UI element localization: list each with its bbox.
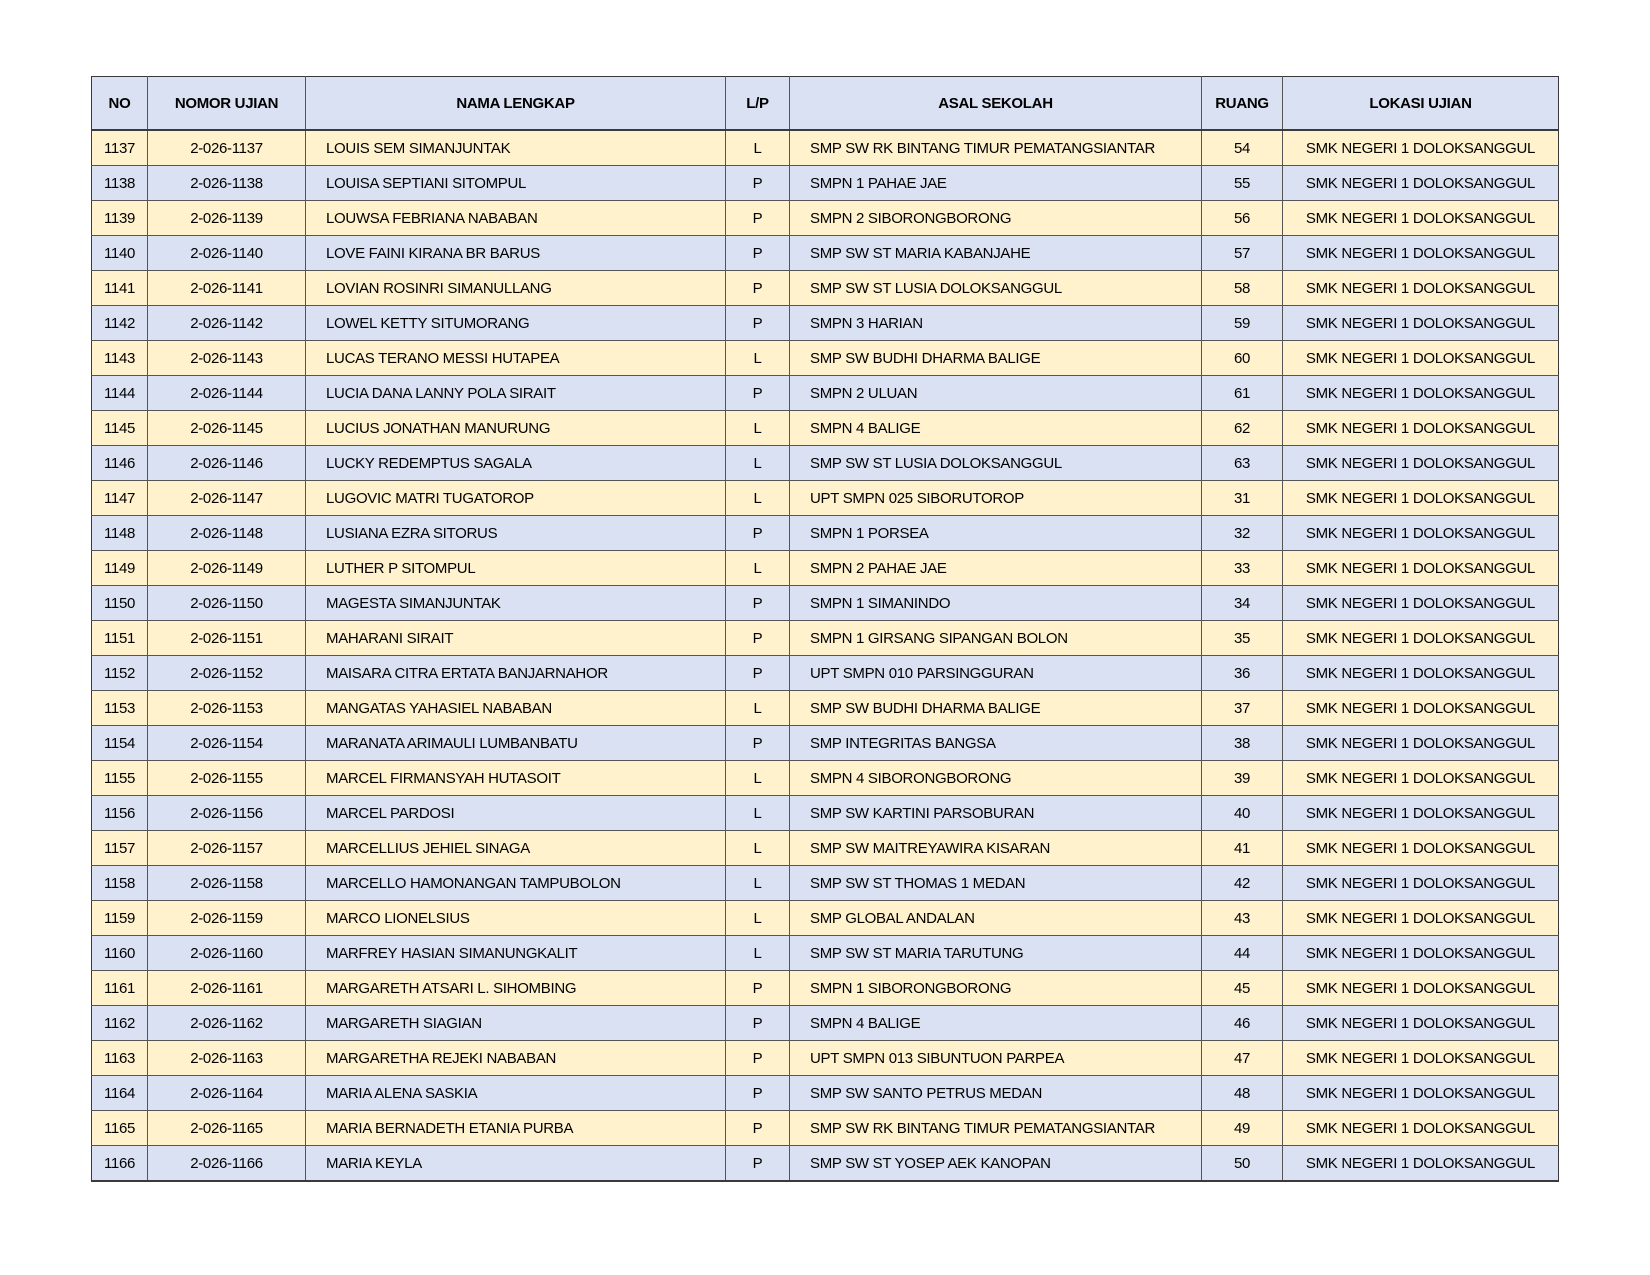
table-row xyxy=(92,411,1559,446)
cell-no: 1143 xyxy=(92,341,148,376)
cell-no: 1166 xyxy=(92,1146,148,1182)
cell-ruang: 34 xyxy=(1202,586,1283,621)
table-row xyxy=(92,796,1559,831)
cell-nama-lengkap: MARGARETH SIAGIAN xyxy=(306,1006,726,1041)
cell-asal-sekolah: SMP SW BUDHI DHARMA BALIGE xyxy=(790,691,1202,726)
cell-no: 1156 xyxy=(92,796,148,831)
cell-lp: L xyxy=(726,936,790,971)
cell-ruang: 43 xyxy=(1202,901,1283,936)
cell-no: 1142 xyxy=(92,306,148,341)
header-asal-sekolah: ASAL SEKOLAH xyxy=(790,77,1202,131)
cell-nama-lengkap: MARGARETH ATSARI L. SIHOMBING xyxy=(306,971,726,1006)
cell-nomor-ujian: 2-026-1163 xyxy=(148,1041,306,1076)
cell-asal-sekolah: SMPN 4 BALIGE xyxy=(790,1006,1202,1041)
cell-nama-lengkap: MAISARA CITRA ERTATA BANJARNAHOR xyxy=(306,656,726,691)
cell-nomor-ujian: 2-026-1137 xyxy=(148,130,306,166)
cell-ruang: 54 xyxy=(1202,130,1283,166)
table-row xyxy=(92,1041,1559,1076)
cell-nama-lengkap: MARIA ALENA SASKIA xyxy=(306,1076,726,1111)
cell-nomor-ujian: 2-026-1153 xyxy=(148,691,306,726)
cell-lokasi-ujian: SMK NEGERI 1 DOLOKSANGGUL xyxy=(1283,446,1559,481)
cell-lokasi-ujian: SMK NEGERI 1 DOLOKSANGGUL xyxy=(1283,481,1559,516)
cell-ruang: 36 xyxy=(1202,656,1283,691)
cell-nomor-ujian: 2-026-1138 xyxy=(148,166,306,201)
cell-no: 1139 xyxy=(92,201,148,236)
cell-no: 1145 xyxy=(92,411,148,446)
cell-lokasi-ujian: SMK NEGERI 1 DOLOKSANGGUL xyxy=(1283,936,1559,971)
cell-nomor-ujian: 2-026-1166 xyxy=(148,1146,306,1182)
cell-no: 1141 xyxy=(92,271,148,306)
cell-nomor-ujian: 2-026-1139 xyxy=(148,201,306,236)
cell-nama-lengkap: LOUISA SEPTIANI SITOMPUL xyxy=(306,166,726,201)
cell-no: 1150 xyxy=(92,586,148,621)
table-row xyxy=(92,656,1559,691)
table-row xyxy=(92,481,1559,516)
cell-no: 1149 xyxy=(92,551,148,586)
table-row xyxy=(92,551,1559,586)
cell-ruang: 39 xyxy=(1202,761,1283,796)
cell-asal-sekolah: SMPN 1 SIMANINDO xyxy=(790,586,1202,621)
cell-nomor-ujian: 2-026-1157 xyxy=(148,831,306,866)
cell-nama-lengkap: MARCEL PARDOSI xyxy=(306,796,726,831)
cell-lokasi-ujian: SMK NEGERI 1 DOLOKSANGGUL xyxy=(1283,1111,1559,1146)
cell-ruang: 47 xyxy=(1202,1041,1283,1076)
cell-no: 1154 xyxy=(92,726,148,761)
cell-nomor-ujian: 2-026-1156 xyxy=(148,796,306,831)
cell-nomor-ujian: 2-026-1141 xyxy=(148,271,306,306)
cell-lp: P xyxy=(726,376,790,411)
cell-nama-lengkap: LUTHER P SITOMPUL xyxy=(306,551,726,586)
cell-asal-sekolah: SMP SW ST LUSIA DOLOKSANGGUL xyxy=(790,446,1202,481)
cell-no: 1152 xyxy=(92,656,148,691)
cell-lokasi-ujian: SMK NEGERI 1 DOLOKSANGGUL xyxy=(1283,271,1559,306)
cell-asal-sekolah: SMP SW RK BINTANG TIMUR PEMATANGSIANTAR xyxy=(790,1111,1202,1146)
header-row xyxy=(92,77,1559,131)
table-row xyxy=(92,130,1559,166)
cell-no: 1140 xyxy=(92,236,148,271)
cell-lp: L xyxy=(726,481,790,516)
cell-asal-sekolah: SMP SW ST MARIA KABANJAHE xyxy=(790,236,1202,271)
cell-nama-lengkap: MARCELLIUS JEHIEL SINAGA xyxy=(306,831,726,866)
cell-lp: P xyxy=(726,1076,790,1111)
cell-lp: P xyxy=(726,271,790,306)
cell-lp: P xyxy=(726,621,790,656)
cell-ruang: 50 xyxy=(1202,1146,1283,1182)
cell-nomor-ujian: 2-026-1149 xyxy=(148,551,306,586)
cell-nomor-ujian: 2-026-1146 xyxy=(148,446,306,481)
table-row xyxy=(92,1146,1559,1182)
cell-nama-lengkap: LUCAS TERANO MESSI HUTAPEA xyxy=(306,341,726,376)
cell-no: 1161 xyxy=(92,971,148,1006)
cell-lp: P xyxy=(726,236,790,271)
cell-nama-lengkap: LOVIAN ROSINRI SIMANULLANG xyxy=(306,271,726,306)
cell-lp: L xyxy=(726,831,790,866)
cell-nomor-ujian: 2-026-1160 xyxy=(148,936,306,971)
table-row xyxy=(92,306,1559,341)
cell-ruang: 46 xyxy=(1202,1006,1283,1041)
table-row xyxy=(92,971,1559,1006)
cell-ruang: 57 xyxy=(1202,236,1283,271)
table-body xyxy=(92,130,1559,1181)
header-lokasi-ujian: LOKASI UJIAN xyxy=(1283,77,1559,131)
cell-asal-sekolah: UPT SMPN 013 SIBUNTUON PARPEA xyxy=(790,1041,1202,1076)
table-row xyxy=(92,761,1559,796)
table-row xyxy=(92,376,1559,411)
cell-ruang: 33 xyxy=(1202,551,1283,586)
cell-nomor-ujian: 2-026-1147 xyxy=(148,481,306,516)
cell-lp: L xyxy=(726,411,790,446)
table-header xyxy=(92,77,1559,131)
cell-nama-lengkap: MARANATA ARIMAULI LUMBANBATU xyxy=(306,726,726,761)
cell-lp: P xyxy=(726,516,790,551)
cell-asal-sekolah: SMPN 1 SIBORONGBORONG xyxy=(790,971,1202,1006)
header-ruang: RUANG xyxy=(1202,77,1283,131)
cell-asal-sekolah: SMPN 4 BALIGE xyxy=(790,411,1202,446)
header-nomor-ujian: NOMOR UJIAN xyxy=(148,77,306,131)
cell-lokasi-ujian: SMK NEGERI 1 DOLOKSANGGUL xyxy=(1283,306,1559,341)
cell-asal-sekolah: SMPN 1 GIRSANG SIPANGAN BOLON xyxy=(790,621,1202,656)
cell-lp: P xyxy=(726,166,790,201)
cell-ruang: 41 xyxy=(1202,831,1283,866)
cell-asal-sekolah: SMP INTEGRITAS BANGSA xyxy=(790,726,1202,761)
cell-nomor-ujian: 2-026-1162 xyxy=(148,1006,306,1041)
cell-lokasi-ujian: SMK NEGERI 1 DOLOKSANGGUL xyxy=(1283,516,1559,551)
cell-nomor-ujian: 2-026-1155 xyxy=(148,761,306,796)
cell-lokasi-ujian: SMK NEGERI 1 DOLOKSANGGUL xyxy=(1283,201,1559,236)
cell-lokasi-ujian: SMK NEGERI 1 DOLOKSANGGUL xyxy=(1283,761,1559,796)
cell-lokasi-ujian: SMK NEGERI 1 DOLOKSANGGUL xyxy=(1283,866,1559,901)
table-row xyxy=(92,586,1559,621)
cell-no: 1155 xyxy=(92,761,148,796)
cell-ruang: 63 xyxy=(1202,446,1283,481)
cell-lp: L xyxy=(726,446,790,481)
table-row xyxy=(92,236,1559,271)
cell-lokasi-ujian: SMK NEGERI 1 DOLOKSANGGUL xyxy=(1283,411,1559,446)
table-row xyxy=(92,166,1559,201)
table-row xyxy=(92,201,1559,236)
cell-asal-sekolah: SMPN 2 ULUAN xyxy=(790,376,1202,411)
cell-nama-lengkap: MARCEL FIRMANSYAH HUTASOIT xyxy=(306,761,726,796)
cell-asal-sekolah: SMP SW SANTO PETRUS MEDAN xyxy=(790,1076,1202,1111)
cell-lokasi-ujian: SMK NEGERI 1 DOLOKSANGGUL xyxy=(1283,236,1559,271)
cell-nama-lengkap: MAHARANI SIRAIT xyxy=(306,621,726,656)
cell-nomor-ujian: 2-026-1158 xyxy=(148,866,306,901)
cell-nomor-ujian: 2-026-1145 xyxy=(148,411,306,446)
cell-asal-sekolah: SMP SW ST LUSIA DOLOKSANGGUL xyxy=(790,271,1202,306)
cell-no: 1137 xyxy=(92,130,148,166)
cell-lp: L xyxy=(726,866,790,901)
cell-lokasi-ujian: SMK NEGERI 1 DOLOKSANGGUL xyxy=(1283,1146,1559,1182)
header-lp: L/P xyxy=(726,77,790,131)
cell-lokasi-ujian: SMK NEGERI 1 DOLOKSANGGUL xyxy=(1283,376,1559,411)
cell-nama-lengkap: LOUWSA FEBRIANA NABABAN xyxy=(306,201,726,236)
cell-nama-lengkap: MARCO LIONELSIUS xyxy=(306,901,726,936)
cell-no: 1159 xyxy=(92,901,148,936)
cell-lp: L xyxy=(726,341,790,376)
cell-nomor-ujian: 2-026-1164 xyxy=(148,1076,306,1111)
cell-lp: L xyxy=(726,551,790,586)
cell-asal-sekolah: UPT SMPN 010 PARSINGGURAN xyxy=(790,656,1202,691)
cell-nomor-ujian: 2-026-1143 xyxy=(148,341,306,376)
cell-lp: P xyxy=(726,586,790,621)
cell-no: 1160 xyxy=(92,936,148,971)
cell-ruang: 59 xyxy=(1202,306,1283,341)
cell-lokasi-ujian: SMK NEGERI 1 DOLOKSANGGUL xyxy=(1283,831,1559,866)
cell-lokasi-ujian: SMK NEGERI 1 DOLOKSANGGUL xyxy=(1283,621,1559,656)
cell-nama-lengkap: LUCKY REDEMPTUS SAGALA xyxy=(306,446,726,481)
cell-no: 1151 xyxy=(92,621,148,656)
cell-asal-sekolah: SMP SW MAITREYAWIRA KISARAN xyxy=(790,831,1202,866)
cell-ruang: 32 xyxy=(1202,516,1283,551)
cell-lp: L xyxy=(726,761,790,796)
cell-nomor-ujian: 2-026-1154 xyxy=(148,726,306,761)
cell-ruang: 49 xyxy=(1202,1111,1283,1146)
cell-nomor-ujian: 2-026-1165 xyxy=(148,1111,306,1146)
table-row xyxy=(92,901,1559,936)
header-no: NO xyxy=(92,77,148,131)
cell-lp: P xyxy=(726,1146,790,1182)
cell-nama-lengkap: MAGESTA SIMANJUNTAK xyxy=(306,586,726,621)
table-row xyxy=(92,691,1559,726)
table-row xyxy=(92,1076,1559,1111)
cell-asal-sekolah: SMPN 1 PAHAE JAE xyxy=(790,166,1202,201)
cell-nomor-ujian: 2-026-1140 xyxy=(148,236,306,271)
cell-nomor-ujian: 2-026-1161 xyxy=(148,971,306,1006)
cell-no: 1147 xyxy=(92,481,148,516)
cell-lokasi-ujian: SMK NEGERI 1 DOLOKSANGGUL xyxy=(1283,586,1559,621)
cell-ruang: 56 xyxy=(1202,201,1283,236)
cell-asal-sekolah: SMPN 4 SIBORONGBORONG xyxy=(790,761,1202,796)
cell-lokasi-ujian: SMK NEGERI 1 DOLOKSANGGUL xyxy=(1283,341,1559,376)
cell-lokasi-ujian: SMK NEGERI 1 DOLOKSANGGUL xyxy=(1283,901,1559,936)
cell-asal-sekolah: SMP SW ST MARIA TARUTUNG xyxy=(790,936,1202,971)
cell-ruang: 44 xyxy=(1202,936,1283,971)
table-row xyxy=(92,341,1559,376)
cell-asal-sekolah: SMP SW RK BINTANG TIMUR PEMATANGSIANTAR xyxy=(790,130,1202,166)
cell-nama-lengkap: MARIA KEYLA xyxy=(306,1146,726,1182)
cell-asal-sekolah: UPT SMPN 025 SIBORUTOROP xyxy=(790,481,1202,516)
table-row xyxy=(92,621,1559,656)
cell-lp: P xyxy=(726,1006,790,1041)
cell-asal-sekolah: SMPN 1 PORSEA xyxy=(790,516,1202,551)
cell-lp: P xyxy=(726,306,790,341)
cell-ruang: 45 xyxy=(1202,971,1283,1006)
table-row xyxy=(92,446,1559,481)
cell-ruang: 42 xyxy=(1202,866,1283,901)
cell-nama-lengkap: LUCIA DANA LANNY POLA SIRAIT xyxy=(306,376,726,411)
table-row xyxy=(92,516,1559,551)
cell-no: 1165 xyxy=(92,1111,148,1146)
cell-ruang: 31 xyxy=(1202,481,1283,516)
cell-ruang: 60 xyxy=(1202,341,1283,376)
table-row xyxy=(92,936,1559,971)
cell-nama-lengkap: LOWEL KETTY SITUMORANG xyxy=(306,306,726,341)
cell-nama-lengkap: LUGOVIC MATRI TUGATOROP xyxy=(306,481,726,516)
cell-ruang: 35 xyxy=(1202,621,1283,656)
cell-lokasi-ujian: SMK NEGERI 1 DOLOKSANGGUL xyxy=(1283,130,1559,166)
cell-no: 1164 xyxy=(92,1076,148,1111)
cell-ruang: 62 xyxy=(1202,411,1283,446)
cell-nama-lengkap: LOVE FAINI KIRANA BR BARUS xyxy=(306,236,726,271)
table-row xyxy=(92,271,1559,306)
cell-asal-sekolah: SMP SW ST YOSEP AEK KANOPAN xyxy=(790,1146,1202,1182)
table-row xyxy=(92,866,1559,901)
cell-nomor-ujian: 2-026-1142 xyxy=(148,306,306,341)
cell-no: 1163 xyxy=(92,1041,148,1076)
cell-nomor-ujian: 2-026-1159 xyxy=(148,901,306,936)
cell-nomor-ujian: 2-026-1151 xyxy=(148,621,306,656)
cell-no: 1153 xyxy=(92,691,148,726)
cell-nama-lengkap: MARCELLO HAMONANGAN TAMPUBOLON xyxy=(306,866,726,901)
cell-ruang: 48 xyxy=(1202,1076,1283,1111)
cell-nama-lengkap: LOUIS SEM SIMANJUNTAK xyxy=(306,130,726,166)
cell-lokasi-ujian: SMK NEGERI 1 DOLOKSANGGUL xyxy=(1283,1076,1559,1111)
cell-ruang: 55 xyxy=(1202,166,1283,201)
cell-lokasi-ujian: SMK NEGERI 1 DOLOKSANGGUL xyxy=(1283,726,1559,761)
cell-lp: L xyxy=(726,691,790,726)
cell-nama-lengkap: MARGARETHA REJEKI NABABAN xyxy=(306,1041,726,1076)
cell-ruang: 38 xyxy=(1202,726,1283,761)
cell-nama-lengkap: MARFREY HASIAN SIMANUNGKALIT xyxy=(306,936,726,971)
cell-lokasi-ujian: SMK NEGERI 1 DOLOKSANGGUL xyxy=(1283,1006,1559,1041)
cell-asal-sekolah: SMP SW BUDHI DHARMA BALIGE xyxy=(790,341,1202,376)
cell-no: 1144 xyxy=(92,376,148,411)
cell-lp: P xyxy=(726,726,790,761)
cell-ruang: 37 xyxy=(1202,691,1283,726)
cell-lokasi-ujian: SMK NEGERI 1 DOLOKSANGGUL xyxy=(1283,691,1559,726)
cell-no: 1162 xyxy=(92,1006,148,1041)
cell-nama-lengkap: MANGATAS YAHASIEL NABABAN xyxy=(306,691,726,726)
table-row xyxy=(92,1111,1559,1146)
cell-nomor-ujian: 2-026-1144 xyxy=(148,376,306,411)
cell-lokasi-ujian: SMK NEGERI 1 DOLOKSANGGUL xyxy=(1283,166,1559,201)
cell-asal-sekolah: SMPN 2 SIBORONGBORONG xyxy=(790,201,1202,236)
cell-lp: P xyxy=(726,971,790,1006)
cell-lp: P xyxy=(726,201,790,236)
cell-nomor-ujian: 2-026-1152 xyxy=(148,656,306,691)
cell-lokasi-ujian: SMK NEGERI 1 DOLOKSANGGUL xyxy=(1283,796,1559,831)
cell-asal-sekolah: SMP GLOBAL ANDALAN xyxy=(790,901,1202,936)
header-nama-lengkap: NAMA LENGKAP xyxy=(306,77,726,131)
participant-table xyxy=(91,76,1559,1182)
table-row xyxy=(92,831,1559,866)
cell-lp: P xyxy=(726,656,790,691)
cell-no: 1158 xyxy=(92,866,148,901)
cell-asal-sekolah: SMP SW ST THOMAS 1 MEDAN xyxy=(790,866,1202,901)
cell-lp: L xyxy=(726,901,790,936)
cell-nama-lengkap: MARIA BERNADETH ETANIA PURBA xyxy=(306,1111,726,1146)
cell-ruang: 58 xyxy=(1202,271,1283,306)
cell-ruang: 61 xyxy=(1202,376,1283,411)
cell-nomor-ujian: 2-026-1148 xyxy=(148,516,306,551)
cell-lokasi-ujian: SMK NEGERI 1 DOLOKSANGGUL xyxy=(1283,656,1559,691)
cell-no: 1148 xyxy=(92,516,148,551)
cell-lokasi-ujian: SMK NEGERI 1 DOLOKSANGGUL xyxy=(1283,1041,1559,1076)
cell-nama-lengkap: LUSIANA EZRA SITORUS xyxy=(306,516,726,551)
cell-no: 1146 xyxy=(92,446,148,481)
cell-no: 1138 xyxy=(92,166,148,201)
cell-lokasi-ujian: SMK NEGERI 1 DOLOKSANGGUL xyxy=(1283,971,1559,1006)
cell-nama-lengkap: LUCIUS JONATHAN MANURUNG xyxy=(306,411,726,446)
table-row xyxy=(92,726,1559,761)
cell-asal-sekolah: SMPN 3 HARIAN xyxy=(790,306,1202,341)
cell-asal-sekolah: SMP SW KARTINI PARSOBURAN xyxy=(790,796,1202,831)
cell-ruang: 40 xyxy=(1202,796,1283,831)
cell-lp: L xyxy=(726,130,790,166)
cell-asal-sekolah: SMPN 2 PAHAE JAE xyxy=(790,551,1202,586)
cell-lokasi-ujian: SMK NEGERI 1 DOLOKSANGGUL xyxy=(1283,551,1559,586)
cell-lp: P xyxy=(726,1111,790,1146)
cell-nomor-ujian: 2-026-1150 xyxy=(148,586,306,621)
table-row xyxy=(92,1006,1559,1041)
cell-lp: P xyxy=(726,1041,790,1076)
cell-no: 1157 xyxy=(92,831,148,866)
cell-lp: L xyxy=(726,796,790,831)
